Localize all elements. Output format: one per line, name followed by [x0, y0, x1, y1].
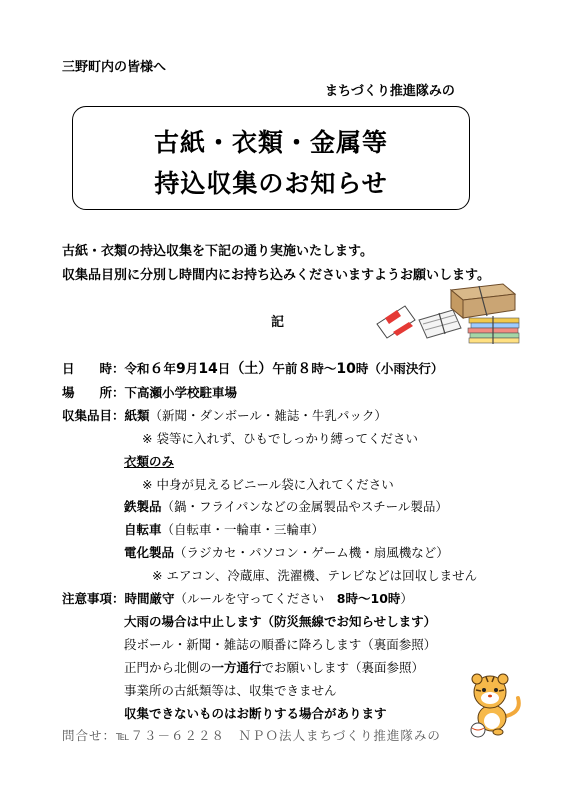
item-clothes: 衣類のみ — [124, 454, 175, 469]
newspaper-stack-icon — [419, 310, 461, 338]
magazine-stack-icon — [468, 316, 519, 344]
contact-tel: ７３－６２２８ — [130, 728, 225, 743]
note-refuse: 収集できないものはお断りする場合があります — [124, 706, 387, 721]
item-iron-detail: （鍋・フライパンなどの金属製品やスチール製品） — [161, 499, 448, 514]
date-weekday: （土） — [230, 361, 273, 377]
date-label: 日 時： — [62, 361, 125, 376]
note-business: 事業所の古紙類等は、収集できません — [124, 683, 337, 698]
notes-row-time — [62, 589, 413, 607]
item-electric-note: ※ エアコン、冷蔵庫、洗濯機、テレビなどは回収しません — [152, 568, 478, 583]
note-rain: 大雨の場合は中止します（防災無線でお知らせします） — [124, 614, 437, 629]
greeting: 三野町内の皆様へ — [62, 60, 167, 75]
date-month-unit: 月 — [185, 361, 199, 376]
ki-mark: 記 — [271, 315, 285, 330]
intro-line-2: 収集品目別に分別し時間内にお持ち込みくださいますようお願いします。 — [62, 268, 490, 283]
date-am: 午前 — [272, 361, 298, 376]
title-box — [72, 106, 470, 210]
item-paper-detail: （新聞・ダンボール・雑誌・牛乳パック） — [149, 408, 387, 423]
item-paper-note: ※ 袋等に入れず、ひもでしっかり縛ってください — [142, 431, 418, 446]
date-day-unit: 日 — [217, 361, 231, 376]
item-paper: 紙類 — [124, 408, 150, 423]
notes-label: 注意事項： — [62, 591, 125, 606]
note-gate-bold: 一方通行 — [211, 660, 262, 675]
milk-carton-icon — [377, 306, 415, 338]
items-row-paper — [62, 406, 387, 424]
date-row — [62, 358, 443, 378]
items-row-electric — [124, 543, 449, 561]
intro-line-1: 古紙・衣類の持込収集を下記の通り実施いたします。 — [62, 244, 373, 259]
phone-icon: ℡ — [116, 728, 131, 743]
note-gate — [124, 658, 424, 676]
contact-row — [62, 726, 441, 744]
date-day: 14 — [198, 361, 218, 377]
item-clothes-note: ※ 中身が見えるビニール袋に入れてください — [142, 477, 394, 492]
date-reiwa: 令和 — [124, 361, 150, 376]
note-order: 段ボール・新聞・雑誌の順番に降ろします（裏面参照） — [124, 637, 437, 652]
cardboard-box-icon — [451, 284, 515, 318]
note-gate-pre: 正門から北側の — [124, 660, 212, 675]
title-line-2: 持込収集のお知らせ — [154, 169, 388, 198]
contact-org: ＮＰＯ法人まちづくり推進隊みの — [238, 728, 441, 743]
item-bicycle-detail: （自転車・一輪車・三輪車） — [161, 522, 325, 537]
note-gate-post: でお願いします（裏面参照） — [261, 660, 425, 675]
items-label: 収集品目： — [62, 408, 125, 423]
date-note: （小雨決行） — [368, 361, 444, 376]
place-row — [62, 383, 237, 401]
item-iron: 鉄製品 — [124, 499, 162, 514]
place-value: 下高瀬小学校駐車場 — [124, 385, 238, 400]
date-year-unit: 年 — [163, 361, 177, 376]
item-bicycle: 自転車 — [124, 522, 162, 537]
date-end-unit: 時 — [355, 361, 369, 376]
recycling-goods-illustration — [375, 280, 525, 352]
note-time-close: ） — [400, 591, 413, 606]
place-label: 場 所： — [62, 385, 125, 400]
note-time-detail: （ルールを守ってください — [174, 591, 337, 606]
organizer: まちづくり推進隊みの — [325, 84, 455, 99]
date-start: ８ — [297, 361, 312, 377]
tiger-mascot-icon — [462, 672, 526, 738]
date-year: ６ — [149, 361, 164, 377]
date-month: 9 — [176, 361, 186, 377]
note-time: 時間厳守 — [124, 591, 175, 606]
items-row-bicycle — [124, 520, 324, 538]
contact-label: 問合せ： — [62, 728, 117, 743]
item-electric: 電化製品 — [124, 545, 175, 560]
note-time-range: 8時～10時 — [336, 591, 401, 606]
item-electric-detail: （ラジカセ・パソコン・ゲーム機・扇風機など） — [174, 545, 449, 560]
items-row-iron — [124, 497, 448, 515]
title-line-1: 古紙・衣類・金属等 — [153, 128, 388, 157]
date-start-unit: 時～ — [311, 361, 337, 376]
date-end: 10 — [336, 361, 356, 377]
